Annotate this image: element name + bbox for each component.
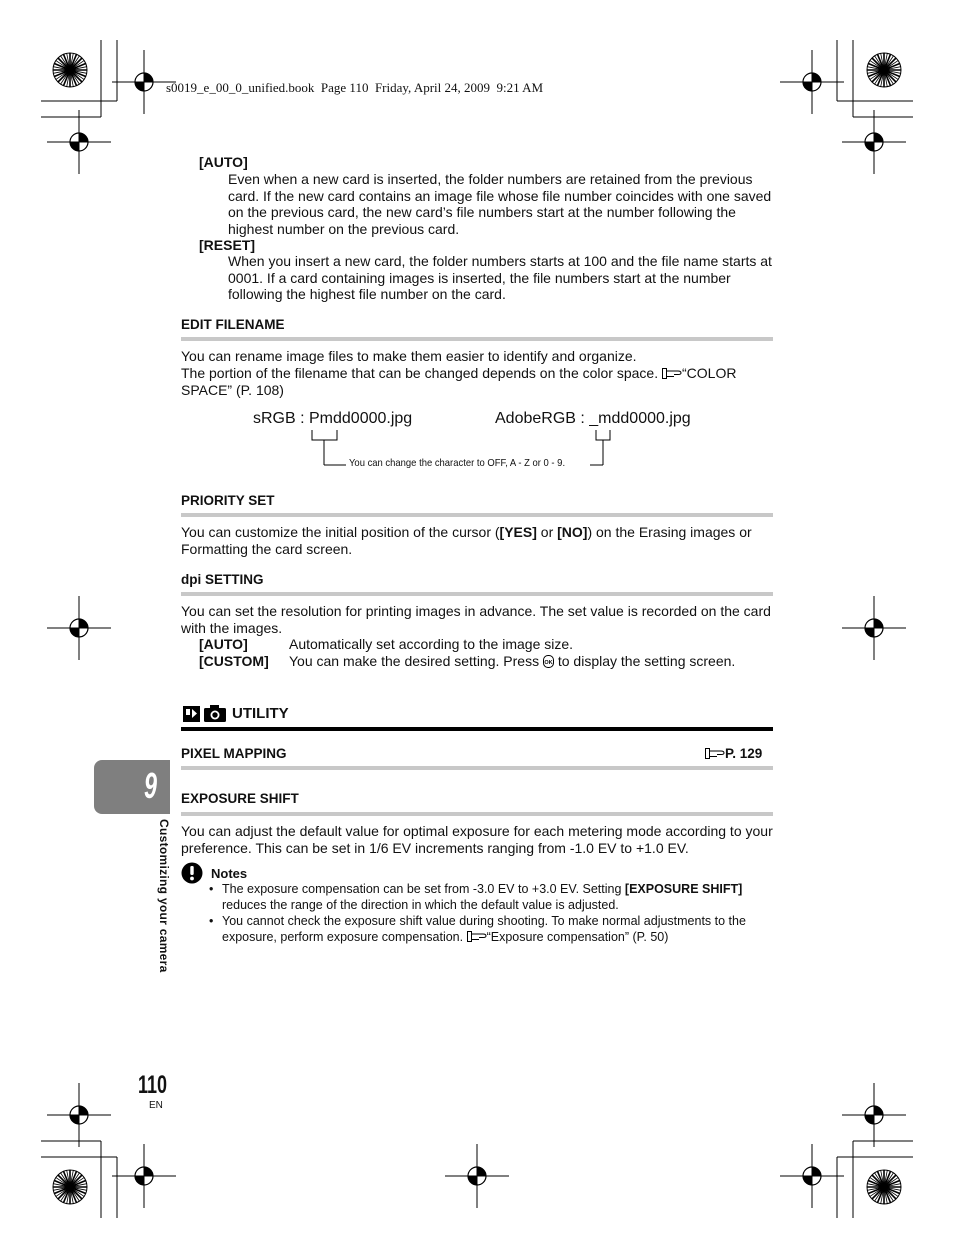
exposure-shift-heading: EXPOSURE SHIFT: [181, 791, 299, 806]
priority-text-2: or: [536, 524, 558, 540]
note-2-text: You cannot check the exposure shift value during shooting. To make normal adjustments to the exposure, perform exposure compensation.: [222, 914, 746, 944]
auto-option-label: [AUTO]: [199, 154, 248, 170]
pixel-mapping-rule: [181, 766, 773, 770]
book-info: s0019_e_00_0_unified.book Page 110 Friday, April 24, 2009 9:21 AM: [166, 80, 544, 95]
playback-mode-icon: [183, 706, 200, 722]
ok-button-icon: [543, 655, 554, 668]
srgb-filename: sRGB : Pmdd0000.jpg: [253, 410, 413, 427]
edit-filename-heading: EDIT FILENAME: [181, 317, 285, 332]
priority-set-rule: [181, 513, 773, 517]
chapter-label: Customizing your camera: [157, 819, 171, 973]
dpi-auto-text: Automatically set according to the image size.: [289, 636, 574, 652]
chapter-number: 9: [144, 765, 158, 806]
pixel-mapping-ref: [705, 746, 762, 761]
reference-hand-icon: [467, 931, 487, 942]
edit-filename-rule: [181, 337, 773, 341]
bullet: •: [209, 882, 214, 896]
auto-option-text: Even when a new card is inserted, the folder numbers are retained from the previous card. If the new card contains an image file whose file number coincides with one saved on the previous card, the new card’s file numbers start at the number following the highest number on the previous card.: [228, 171, 772, 237]
pixel-mapping-heading: PIXEL MAPPING: [181, 746, 287, 761]
note-item: [209, 914, 774, 945]
reset-option-text: When you insert a new card, the folder numbers starts at 100 and the file name starts at 0001. If a card containing images is inserted, the file numbers start at the number following the highest file number on the card.: [228, 253, 772, 302]
dpi-custom-text: [289, 653, 735, 670]
note-1-text: The exposure compensation can be set from -3.0 EV to +3.0 EV. Setting: [222, 882, 625, 896]
dpi-setting-heading: dpi SETTING: [181, 572, 264, 587]
priority-text-1: You can customize the initial position of the cursor (: [181, 524, 500, 540]
adobergb-filename: AdobeRGB : _mdd0000.jpg: [495, 410, 691, 427]
pixel-mapping-page: P. 129: [725, 746, 763, 761]
camera-icon: [204, 705, 226, 722]
dpi-setting-rule: [181, 592, 773, 596]
bullet: •: [209, 914, 214, 928]
notes-heading: Notes: [211, 866, 248, 881]
dpi-custom-text-before: You can make the desired setting. Press: [289, 653, 540, 669]
dpi-auto-label: [AUTO]: [199, 636, 248, 652]
page-number: 110: [138, 1071, 168, 1099]
language-code: EN: [149, 1100, 163, 1111]
edit-filename-line2: [181, 365, 773, 398]
yes-option: [YES]: [499, 524, 537, 540]
dpi-setting-text: You can set the resolution for printing images in advance. The set value is recorded on the card with the images.: [181, 603, 771, 636]
note-item: [209, 882, 774, 913]
priority-set-text: [181, 524, 773, 557]
reset-option-label: [RESET]: [199, 237, 255, 253]
exposure-shift-bold: [EXPOSURE SHIFT]: [624, 882, 743, 896]
no-option: [NO]: [557, 524, 588, 540]
reference-hand-icon: [705, 748, 725, 759]
note-1-text-after: reduces the range of the direction in which the default value is adjusted.: [222, 897, 619, 912]
exposure-compensation-ref: “Exposure compensation” (P. 50): [486, 929, 669, 944]
caution-icon: [181, 862, 203, 884]
notes-list: [209, 882, 774, 945]
dpi-custom-text-after: to display the setting screen.: [557, 653, 736, 669]
priority-set-heading: PRIORITY SET: [181, 493, 275, 508]
utility-rule: [181, 727, 773, 731]
utility-heading: UTILITY: [232, 705, 289, 722]
edit-filename-line2-text: The portion of the filename that can be changed depends on the color space.: [181, 365, 659, 381]
color-space-ref: “COLOR SPACE” (P. 108): [181, 365, 737, 398]
filename-caption: You can change the character to OFF, A - Z or 0 - 9.: [349, 457, 566, 469]
dpi-custom-label: [CUSTOM]: [199, 653, 269, 669]
svg-text:OK: OK: [544, 659, 553, 666]
exposure-shift-rule: [181, 812, 773, 816]
edit-filename-line1: You can rename image files to make them easier to identify and organize.: [181, 348, 637, 364]
priority-text-3: ) on the Erasing images or Formatting the card screen.: [181, 524, 752, 557]
chapter-tab: [94, 760, 170, 814]
reference-hand-icon: [662, 368, 682, 379]
exposure-shift-text: You can adjust the default value for optimal exposure for each metering mode according to your preference. This can be set in 1/6 EV increments ranging from -1.0 EV to +1.0 EV.: [181, 823, 773, 856]
